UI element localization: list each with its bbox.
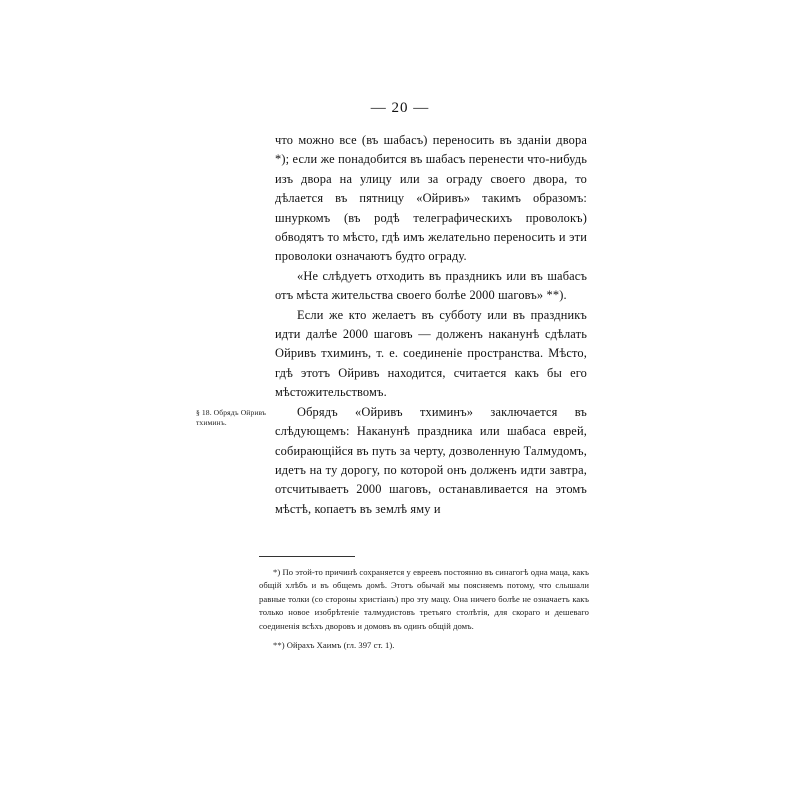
main-text-column	[275, 131, 587, 519]
footnote: **) Ойрахъ Хаимъ (гл. 397 ст. 1).	[273, 640, 395, 651]
marginal-note: § 18. Обрядъ Ойривъ тхиминъ.	[196, 408, 267, 427]
footnote-divider	[259, 556, 355, 557]
footnote: *) По этой-то причинѣ сохраняется у евреевъ постоянно въ синагогѣ одна маца, какъ общій хлѣбъ и въ общемъ домѣ. Этотъ обычай мы поясняемъ потому, что слышали равные толки (со стороны христіанъ) про эту мацу. Она ничего болѣе не означаетъ какъ только новое изобрѣтеніе талмудистовъ третьяго столѣтія, для скораго и дешеваго соединенія всѣхъ дворовъ и домовъ въ одинъ общій домъ.	[259, 567, 589, 631]
page-number: — 20 —	[370, 100, 430, 116]
paragraph: Если же кто желаетъ въ субботу или въ праздникъ идти далѣе 2000 шаговъ — долженъ наканунѣ сдѣлать Ойривъ тхиминъ, т. е. соединеніе пространства. Мѣсто, гдѣ этотъ Ойривъ находится, считается какъ бы его мѣстожительствомъ.	[275, 307, 587, 400]
footnotes-section	[259, 566, 589, 652]
paragraph: что можно все (въ шабасъ) переносить въ зданіи двора *); если же понадобится въ шабасъ перенести что-нибудь изъ двора на улицу или за ограду своего двора, то дѣлается въ пятницу «Ойривъ» такимъ образомъ: шнуркомъ (въ родѣ телеграфическихъ проволокъ) обводятъ то мѣсто, гдѣ имъ желательно переносить и эти проволоки означаютъ будто ограду.	[275, 133, 587, 264]
paragraph: Обрядъ «Ойривъ тхиминъ» заключается въ слѣдующемъ: Наканунѣ праздника или шабаса еврей, собирающійся въ путь за черту, дозволенную Талмудомъ, идетъ на ту дорогу, по которой онъ долженъ идти завтра, отсчитываетъ 2000 шаговъ, останавливается на этомъ мѣстѣ, копаетъ въ землѣ яму и	[275, 404, 587, 516]
paragraph: «Не слѣдуетъ отходить въ праздникъ или въ шабасъ отъ мѣста жительства своего болѣе 2000 шаговъ» **).	[275, 268, 587, 303]
